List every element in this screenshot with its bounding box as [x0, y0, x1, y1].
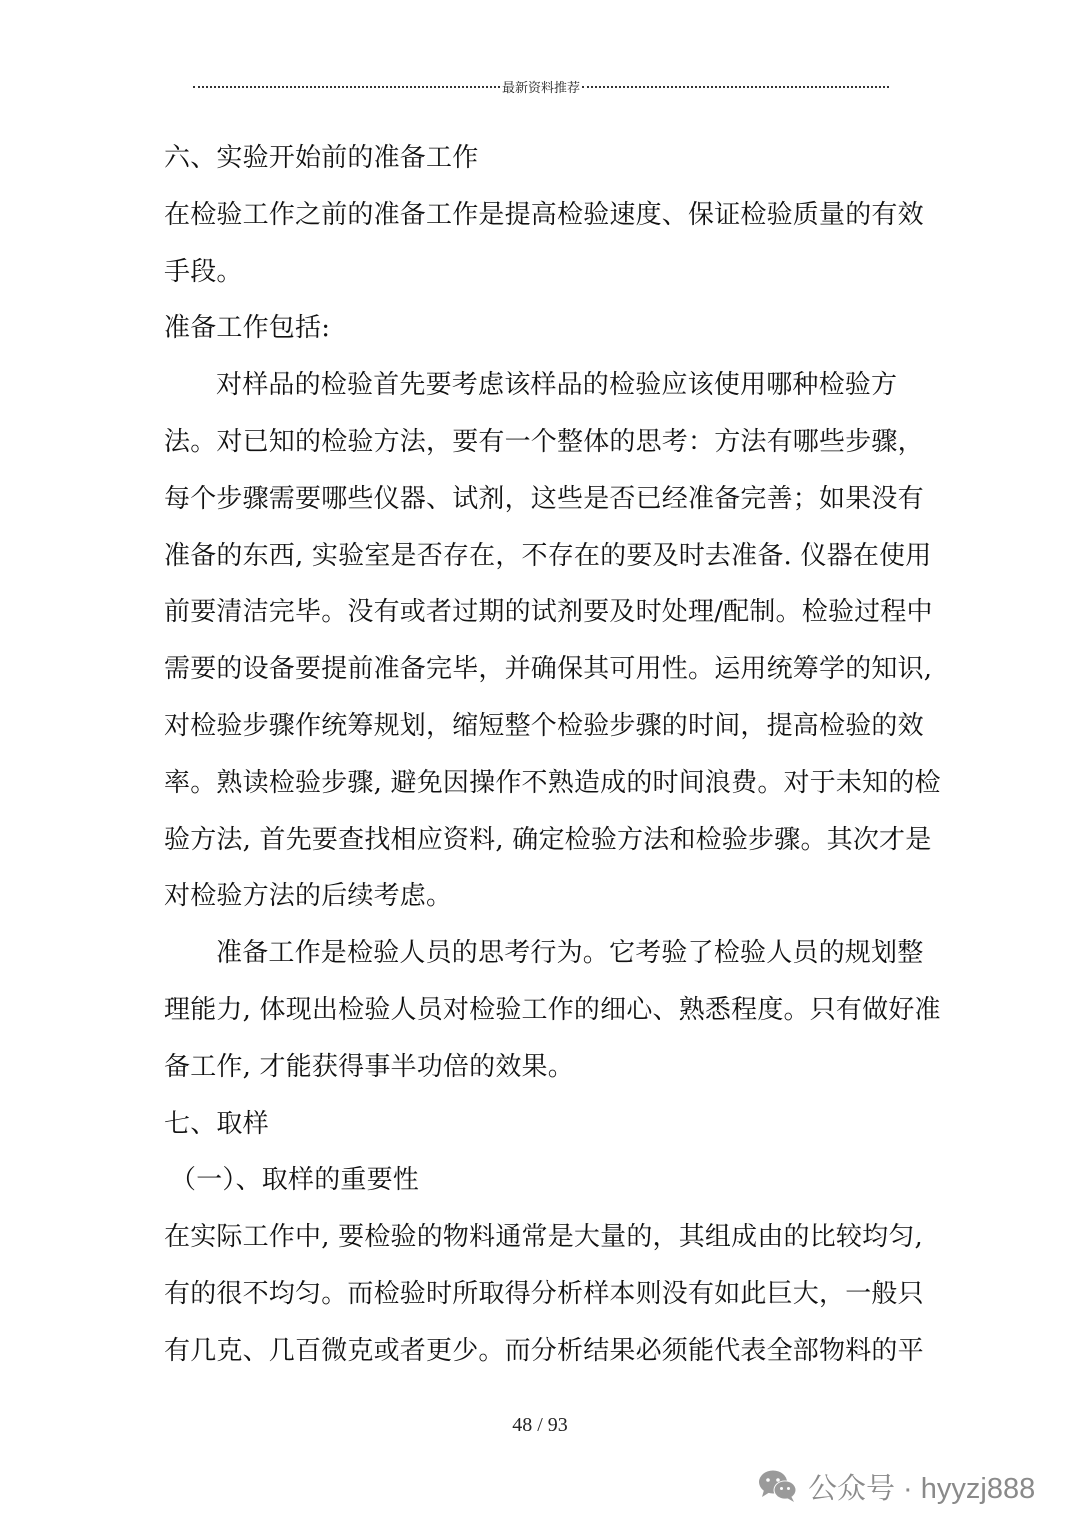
page-number: 48 / 93: [512, 1414, 568, 1436]
text-line: 在实际工作中, 要检验的物料通常是大量的，其组成由的比较均匀,: [164, 1222, 923, 1253]
text-line: 有的很不均匀。而检验时所取得分析样本则没有如此巨大，一般只: [164, 1278, 924, 1309]
section-heading: 六、实验开始前的准备工作: [164, 143, 479, 173]
text-line: 准备工作是检验人员的思考行为。它考验了检验人员的规划整: [216, 938, 924, 969]
header-dotted-rule-left: [193, 86, 500, 88]
text-line: 法。对已知的检验方法，要有一个整体的思考：方法有哪些步骤，: [164, 426, 924, 457]
text-line: 验方法, 首先要查找相应资料, 确定检验方法和检验步骤。其次才是: [164, 824, 932, 855]
document-body: [164, 130, 941, 1380]
header-dotted-rule-right: [582, 86, 889, 88]
header-text: 最新资料推荐: [502, 80, 581, 96]
text-line: 在检验工作之前的准备工作是提高检验速度、保证检验质量的有效: [164, 199, 924, 230]
text-line: 需要的设备要提前准备完毕，并确保其可用性。运用统筹学的知识,: [164, 654, 933, 685]
text-line: 理能力, 体现出检验人员对检验工作的细心、熟悉程度。只有做好准: [164, 994, 941, 1025]
text-line: 备工作, 才能获得事半功倍的效果。: [164, 1051, 574, 1082]
watermark-text: 公众号 · hyyzj888: [808, 1472, 1036, 1505]
text-line: 对检验方法的后续考虑。: [164, 881, 453, 912]
text-line: 对样品的检验首先要考虑该样品的检验应该使用哪种检验方: [216, 370, 898, 401]
text-line: 有几克、几百微克或者更少。而分析结果必须能代表全部物料的平: [164, 1335, 924, 1366]
text-line: 对检验步骤作统筹规划，缩短整个检验步骤的时间，提高检验的效: [164, 710, 924, 741]
section-heading: 七、取样: [164, 1108, 269, 1139]
text-line: 准备工作包括:: [164, 313, 331, 344]
text-line: 手段。: [164, 256, 243, 287]
text-line: 前要清洁完毕。没有或者过期的试剂要及时处理/配制。检验过程中: [164, 597, 933, 628]
page-header: [193, 72, 889, 100]
wechat-icon: [758, 1469, 798, 1503]
subsection-heading: （一）、取样的重要性: [170, 1165, 420, 1196]
text-line: 每个步骤需要哪些仪器、试剂，这些是否已经准备完善；如果没有: [164, 483, 924, 514]
watermark: [758, 1462, 1035, 1510]
text-line: 率。熟读检验步骤, 避免因操作不熟造成的时间浪费。对于未知的检: [164, 767, 941, 798]
text-line: 准备的东西, 实验室是否存在，不存在的要及时去准备. 仪器在使用: [164, 540, 932, 571]
